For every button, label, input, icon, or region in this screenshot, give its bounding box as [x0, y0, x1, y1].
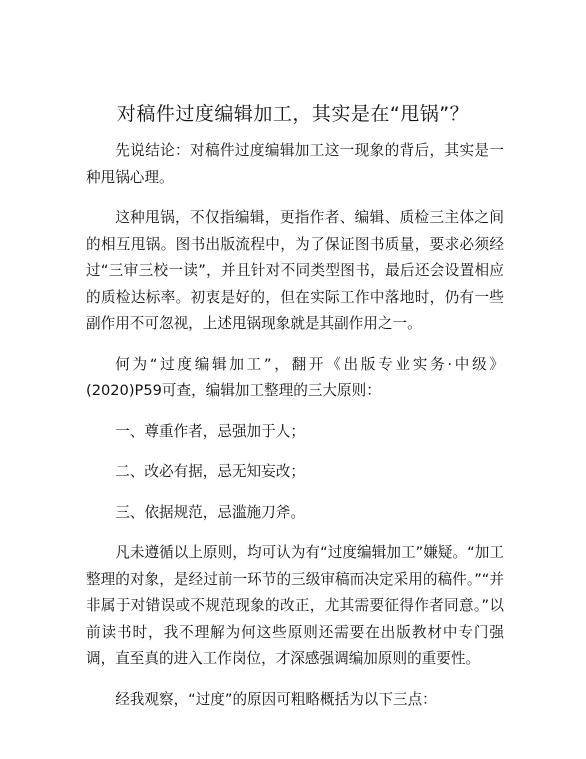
paragraph-conclusion: 先说结论：对稿件过度编辑加工这一现象的背后，其实是一种甩锅心理。: [86, 142, 504, 186]
article-title: 对稿件过度编辑加工，其实是在“甩锅”？: [116, 103, 470, 125]
paragraph-principles-discussion: 凡未遵循以上原则，均可认为有“过度编辑加工”嫌疑。“加工整理的对象，是经过前一环节的三级审稿而决定采用的稿件。”“并非属于对错误或不规范现象的改正，尤其需要征得作者同意。”以前读书时，我不理解为何这些原则还需要在出版教材中专门强调，直至真的进入工作岗位，才深感强调编加原则的重要性。: [86, 544, 504, 667]
principle-item-1: 一、尊重作者，忌强加于人；: [115, 422, 305, 440]
article-body: [86, 138, 504, 727]
paragraph-definition: 何为“过度编辑加工”，翻开《出版专业实务·中级》(2020)P59可查，编辑加工整理的三大原则：: [86, 355, 504, 399]
principle-item-3: 三、依据规范，忌滥施刀斧。: [115, 503, 305, 521]
paragraph-blame-shifting: 这种甩锅，不仅指编辑，更指作者、编辑、质检三主体之间的相互甩锅。图书出版流程中，为了保证图书质量，要求必须经过“三审三校一读”，并且针对不同类型图书，最后还会设置相应的质检达标率。初衷是好的，但在实际工作中落地时，仍有一些副作用不可忽视，上述甩锅现象就是其副作用之一。: [86, 209, 504, 332]
paragraph-observation: 经我观察，“过度”的原因可粗略概括为以下三点：: [115, 690, 437, 708]
principle-item-2: 二、改必有据，忌无知妄改；: [115, 463, 305, 480]
